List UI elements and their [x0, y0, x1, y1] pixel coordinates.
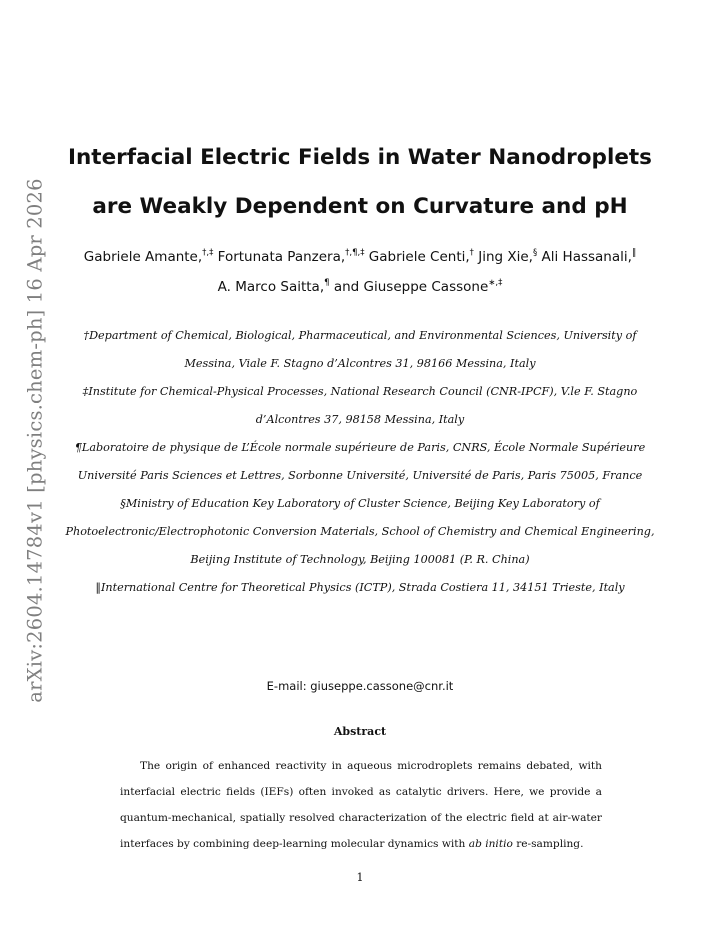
- arxiv-sidebar: [20, 177, 50, 703]
- abstract-italic: ab initio: [468, 838, 513, 850]
- abstract-body: [120, 753, 602, 857]
- contact-email: E-mail: giuseppe.cassone@cnr.it: [266, 679, 454, 693]
- affiliation: ‡Institute for Chemical-Physical Processes, National Research Council (CNR-IPCF), V.le F. Stagno d’Alcontres 37, 98158 Messina, Italy: [82, 385, 638, 426]
- affiliation: ‖International Centre for Theoretical Physics (ICTP), Strada Costiera 11, 34151 Trieste, Italy: [95, 581, 625, 594]
- affiliation: §Ministry of Education Key Laboratory of Cluster Science, Beijing Key Laboratory of Photoelectronic/Electrophotonic Conversion Materials, School of Chemistry and Chemical Engineering, Beijing Institute of Technology, Beijing 100081 (P. R. China): [65, 497, 655, 566]
- arxiv-identifier: arXiv:2604.14784v1 [physics.chem-ph] 16 Apr 2026: [23, 177, 47, 703]
- author: Fortunata Panzera,†,¶,‡: [217, 248, 365, 265]
- affiliation-list: [60, 322, 660, 602]
- affiliation: ¶Laboratoire de physique de L’École normale supérieure de Paris, CNRS, École Normale Supérieure Université Paris Sciences et Lettres, Sorbonne Université, Université de Paris, Paris 75005, France: [74, 441, 646, 482]
- abstract-heading: Abstract: [333, 725, 387, 738]
- author: A. Marco Saitta,¶: [217, 278, 330, 295]
- paper-title: [60, 133, 660, 231]
- page-number: 1: [356, 871, 364, 884]
- author: Gabriele Centi,†: [368, 248, 474, 265]
- author: and Giuseppe Cassone∗,‡: [333, 278, 503, 295]
- author-list: [80, 242, 640, 302]
- author: Ali Hassanali,‖: [541, 248, 637, 265]
- affiliation: †Department of Chemical, Biological, Pharmaceutical, and Environmental Sciences, University of Messina, Viale F. Stagno d’Alcontres 31, 98166 Messina, Italy: [83, 329, 637, 370]
- author: Gabriele Amante,†,‡: [83, 248, 214, 265]
- abstract-paragraph: The origin of enhanced reactivity in aqueous microdroplets remains debated, with interfacial electric fields (IEFs) often invoked as catalytic drivers. Here, we provide a quantum-mechanical, spatially resolved characterization of the electric field at air-water interfaces by combining deep-learning molecular dynamics with ab initio re-sampling.: [120, 760, 602, 850]
- title-line-1: Interfacial Electric Fields in Water Nanodroplets: [68, 145, 652, 170]
- title-line-2: are Weakly Dependent on Curvature and pH: [92, 194, 628, 219]
- author: Jing Xie,§: [478, 248, 538, 265]
